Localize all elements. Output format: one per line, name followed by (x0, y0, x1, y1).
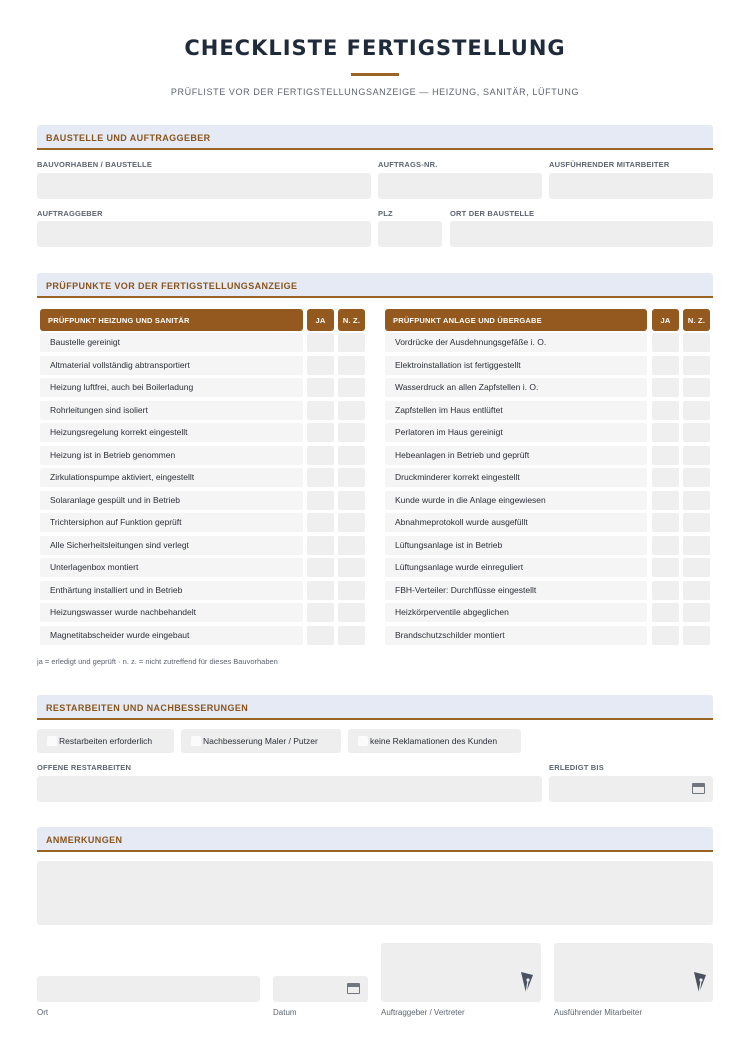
checklist-item (385, 491, 647, 510)
checklist-item-label: Altmaterial vollständig abtransportiert (50, 360, 190, 370)
right-table-header-label: PRÜFPUNKT ANLAGE UND ÜBERGABE (393, 316, 542, 325)
checklist-item (385, 401, 647, 420)
option-painter-rework[interactable] (181, 729, 341, 753)
checklist-item (40, 401, 303, 420)
checklist-item-label: Heizkörperventile abgeglichen (395, 607, 509, 617)
checklist-item (40, 603, 303, 622)
checklist-item-label: Alle Sicherheitsleitungen sind verlegt (50, 540, 189, 550)
order-number-field[interactable] (378, 173, 542, 199)
checkbox-yes[interactable] (307, 491, 334, 510)
checkbox-na[interactable] (683, 401, 710, 420)
checkbox-yes[interactable] (652, 581, 679, 600)
option-label: Restarbeiten erforderlich (59, 736, 153, 746)
checklist-item-label: Kunde wurde in die Anlage eingewiesen (395, 495, 546, 505)
checkbox-na[interactable] (683, 536, 710, 555)
checklist-item-label: Heizungsregelung korrekt eingestellt (50, 427, 188, 437)
checklist-item-label: Trichtersiphon auf Funktion geprüft (50, 517, 182, 527)
checklist-item (40, 356, 303, 375)
checkbox-yes[interactable] (307, 446, 334, 465)
client-field[interactable] (37, 221, 371, 247)
client-signature-label: Auftraggeber / Vertreter (381, 1008, 465, 1017)
client-signature-field[interactable] (381, 943, 541, 1002)
checklist-item (385, 581, 647, 600)
checklist-item-label: Solaranlage gespült und in Betrieb (50, 495, 180, 505)
checkbox-yes[interactable] (307, 558, 334, 577)
checklist-item-label: Rohrleitungen sind isoliert (50, 405, 148, 415)
date-field[interactable] (273, 976, 368, 1002)
checkbox-yes[interactable] (652, 603, 679, 622)
section-title: ANMERKUNGEN (46, 835, 123, 845)
calendar-icon[interactable] (347, 983, 360, 994)
place-label: Ort (37, 1008, 49, 1017)
checkbox-na[interactable] (683, 491, 710, 510)
checkbox-yes[interactable] (652, 446, 679, 465)
due-date-label: ERLEDIGT BIS (549, 763, 604, 772)
checkbox-na[interactable] (338, 446, 365, 465)
checklist-item-label: Perlatoren im Haus gereinigt (395, 427, 503, 437)
option-rework-required[interactable] (37, 729, 174, 753)
checklist-item (40, 581, 303, 600)
na-header-label: N. Z. (342, 316, 361, 325)
yes-header-label: JA (315, 316, 326, 325)
section-title: BAUSTELLE UND AUFTRAGGEBER (46, 133, 211, 143)
checklist-item-label: Lüftungsanlage ist in Betrieb (395, 540, 503, 550)
city-field[interactable] (450, 221, 713, 247)
checkbox-na[interactable] (338, 423, 365, 442)
place-field[interactable] (37, 976, 260, 1002)
checkbox-yes[interactable] (652, 536, 679, 555)
checklist-item-label: Zirkulationspumpe aktiviert, eingestellt (50, 472, 195, 482)
checklist-item (40, 626, 303, 645)
left-table-header-label: PRÜFPUNKT HEIZUNG UND SANITÄR (48, 316, 190, 325)
checkbox-yes[interactable] (307, 581, 334, 600)
zip-field[interactable] (378, 221, 442, 247)
checkbox-na[interactable] (338, 603, 365, 622)
pen-icon (692, 971, 708, 995)
option-label: Nachbesserung Maler / Putzer (203, 736, 318, 746)
checklist-item (40, 423, 303, 442)
checklist-item-label: Abnahmeprotokoll wurde ausgefüllt (395, 517, 528, 527)
employee-field[interactable] (549, 173, 713, 199)
checkbox[interactable] (191, 736, 201, 746)
checkbox-na[interactable] (683, 333, 710, 352)
checklist-item-label: Magnetitabscheider wurde eingebaut (50, 630, 190, 640)
checkbox-na[interactable] (338, 356, 365, 375)
checkbox-na[interactable] (683, 356, 710, 375)
client-label: AUFTRAGGEBER (37, 209, 103, 218)
calendar-icon[interactable] (692, 783, 705, 794)
checklist-item (385, 603, 647, 622)
checkbox-na[interactable] (338, 333, 365, 352)
checklist-item-label: FBH-Verteiler: Durchflüsse eingestellt (395, 585, 537, 595)
employee-signature-label: Ausführender Mitarbeiter (554, 1008, 643, 1017)
checklist-item-label: Zapfstellen im Haus entlüftet (395, 405, 503, 415)
checklist-item-label: Wasserdruck an allen Zapfstellen i. O. (395, 382, 539, 392)
checkbox-yes[interactable] (652, 626, 679, 645)
left-table-header (40, 309, 303, 331)
section-rework (37, 695, 713, 720)
checklist-item (40, 558, 303, 577)
checklist-item (40, 378, 303, 397)
left-na-header (338, 309, 365, 331)
checklist-item (385, 356, 647, 375)
checkbox-yes[interactable] (652, 401, 679, 420)
checkbox-yes[interactable] (652, 378, 679, 397)
city-label: ORT DER BAUSTELLE (450, 209, 535, 218)
checklist-item-label: Brandschutzschilder montiert (395, 630, 505, 640)
checkbox-na[interactable] (338, 468, 365, 487)
checkbox-yes[interactable] (652, 491, 679, 510)
checkbox-yes[interactable] (307, 401, 334, 420)
checkbox-yes[interactable] (652, 468, 679, 487)
checklist-item-label: Druckminderer korrekt eingestellt (395, 472, 520, 482)
checklist-item-label: Heizung luftfrei, auch bei Boilerladung (50, 382, 194, 392)
checklist-item-label: Elektroinstallation ist fertiggestellt (395, 360, 521, 370)
checklist-item (385, 513, 647, 532)
section-title: PRÜFPUNKTE VOR DER FERTIGSTELLUNGSANZEIGE (46, 281, 298, 291)
checkbox-yes[interactable] (307, 536, 334, 555)
checkbox-na[interactable] (683, 468, 710, 487)
checklist-item (385, 333, 647, 352)
employee-label: AUSFÜHRENDER MITARBEITER (549, 160, 670, 169)
section-notes (37, 827, 713, 852)
checkbox-na[interactable] (683, 603, 710, 622)
checklist-item (385, 558, 647, 577)
checkbox-na[interactable] (683, 558, 710, 577)
checklist-item (40, 491, 303, 510)
checkbox-na[interactable] (338, 513, 365, 532)
employee-signature-field[interactable] (554, 943, 713, 1002)
title-divider (351, 73, 399, 76)
checklist-item (385, 468, 647, 487)
project-field[interactable] (37, 173, 371, 199)
checklist-item-label: Heizung ist in Betrieb genommen (50, 450, 176, 460)
checkbox-na[interactable] (338, 558, 365, 577)
open-rework-label: OFFENE RESTARBEITEN (37, 763, 132, 772)
checklist-item (385, 378, 647, 397)
checklist-item-label: Vordrücke der Ausdehnungsgefäße i. O. (395, 337, 547, 347)
checkbox-na[interactable] (338, 378, 365, 397)
checklist-item-label: Unterlagenbox montiert (50, 562, 139, 572)
checklist-item-label: Enthärtung installiert und in Betrieb (50, 585, 183, 595)
right-yes-header (652, 309, 679, 331)
checkbox-yes[interactable] (652, 333, 679, 352)
checklist-item (385, 446, 647, 465)
option-no-complaints[interactable] (348, 729, 521, 753)
checkbox-yes[interactable] (652, 423, 679, 442)
checkbox-na[interactable] (683, 626, 710, 645)
checklist-item (40, 536, 303, 555)
left-yes-header (307, 309, 334, 331)
checkbox-na[interactable] (338, 491, 365, 510)
checkbox-na[interactable] (338, 536, 365, 555)
option-label: keine Reklamationen des Kunden (370, 736, 498, 746)
checkbox[interactable] (358, 736, 368, 746)
due-date-field[interactable] (549, 776, 713, 802)
right-na-header (683, 309, 710, 331)
checkbox-yes[interactable] (307, 356, 334, 375)
checkbox-na[interactable] (338, 626, 365, 645)
checklist-item-label: Baustelle gereinigt (50, 337, 120, 347)
checkbox-yes[interactable] (652, 356, 679, 375)
checkbox-na[interactable] (683, 446, 710, 465)
open-rework-field[interactable] (37, 776, 542, 802)
date-label: Datum (273, 1008, 297, 1017)
checklist-item (385, 536, 647, 555)
checkbox-yes[interactable] (652, 513, 679, 532)
order-number-label: AUFTRAGS-NR. (378, 160, 438, 169)
checklist-item-label: Lüftungsanlage wurde einreguliert (395, 562, 524, 572)
checklist-item-label: Heizungswasser wurde nachbehandelt (50, 607, 197, 617)
checkbox-na[interactable] (683, 581, 710, 600)
checkbox-na[interactable] (683, 513, 710, 532)
page-title: CHECKLISTE FERTIGSTELLUNG (184, 36, 566, 60)
checkbox-na[interactable] (683, 423, 710, 442)
checkbox-yes[interactable] (307, 423, 334, 442)
checkbox-yes[interactable] (307, 603, 334, 622)
checkbox-yes[interactable] (307, 468, 334, 487)
pen-icon (519, 971, 535, 995)
checkbox-yes[interactable] (307, 626, 334, 645)
right-table-header (385, 309, 647, 331)
checkbox-yes[interactable] (307, 378, 334, 397)
na-header-label: N. Z. (687, 316, 706, 325)
checklist-item (385, 626, 647, 645)
checkbox-na[interactable] (338, 581, 365, 600)
checkbox-yes[interactable] (307, 333, 334, 352)
checklist-item (385, 423, 647, 442)
checklist-item-label: Hebeanlagen in Betrieb und geprüft (395, 450, 530, 460)
checkbox-na[interactable] (683, 378, 710, 397)
page-subtitle: PRÜFLISTE VOR DER FERTIGSTELLUNGSANZEIGE — HEIZUNG, SANITÄR, LÜFTUNG (170, 87, 580, 97)
zip-label: PLZ (378, 209, 393, 218)
project-label: BAUVORHABEN / BAUSTELLE (37, 160, 153, 169)
notes-field[interactable] (37, 861, 713, 925)
checklist-item (40, 333, 303, 352)
checkbox-na[interactable] (338, 401, 365, 420)
checkbox[interactable] (47, 736, 57, 746)
checklist-item (40, 513, 303, 532)
checklist-item (40, 468, 303, 487)
checkbox-yes[interactable] (652, 558, 679, 577)
section-site (37, 125, 713, 150)
checkbox-yes[interactable] (307, 513, 334, 532)
section-title: RESTARBEITEN UND NACHBESSERUNGEN (46, 703, 249, 713)
legend-note: ja = erledigt und geprüft · n. z. = nicht zutreffend für dieses Bauvorhaben (37, 657, 278, 666)
section-checks (37, 273, 713, 298)
checklist-item (40, 446, 303, 465)
yes-header-label: JA (660, 316, 671, 325)
